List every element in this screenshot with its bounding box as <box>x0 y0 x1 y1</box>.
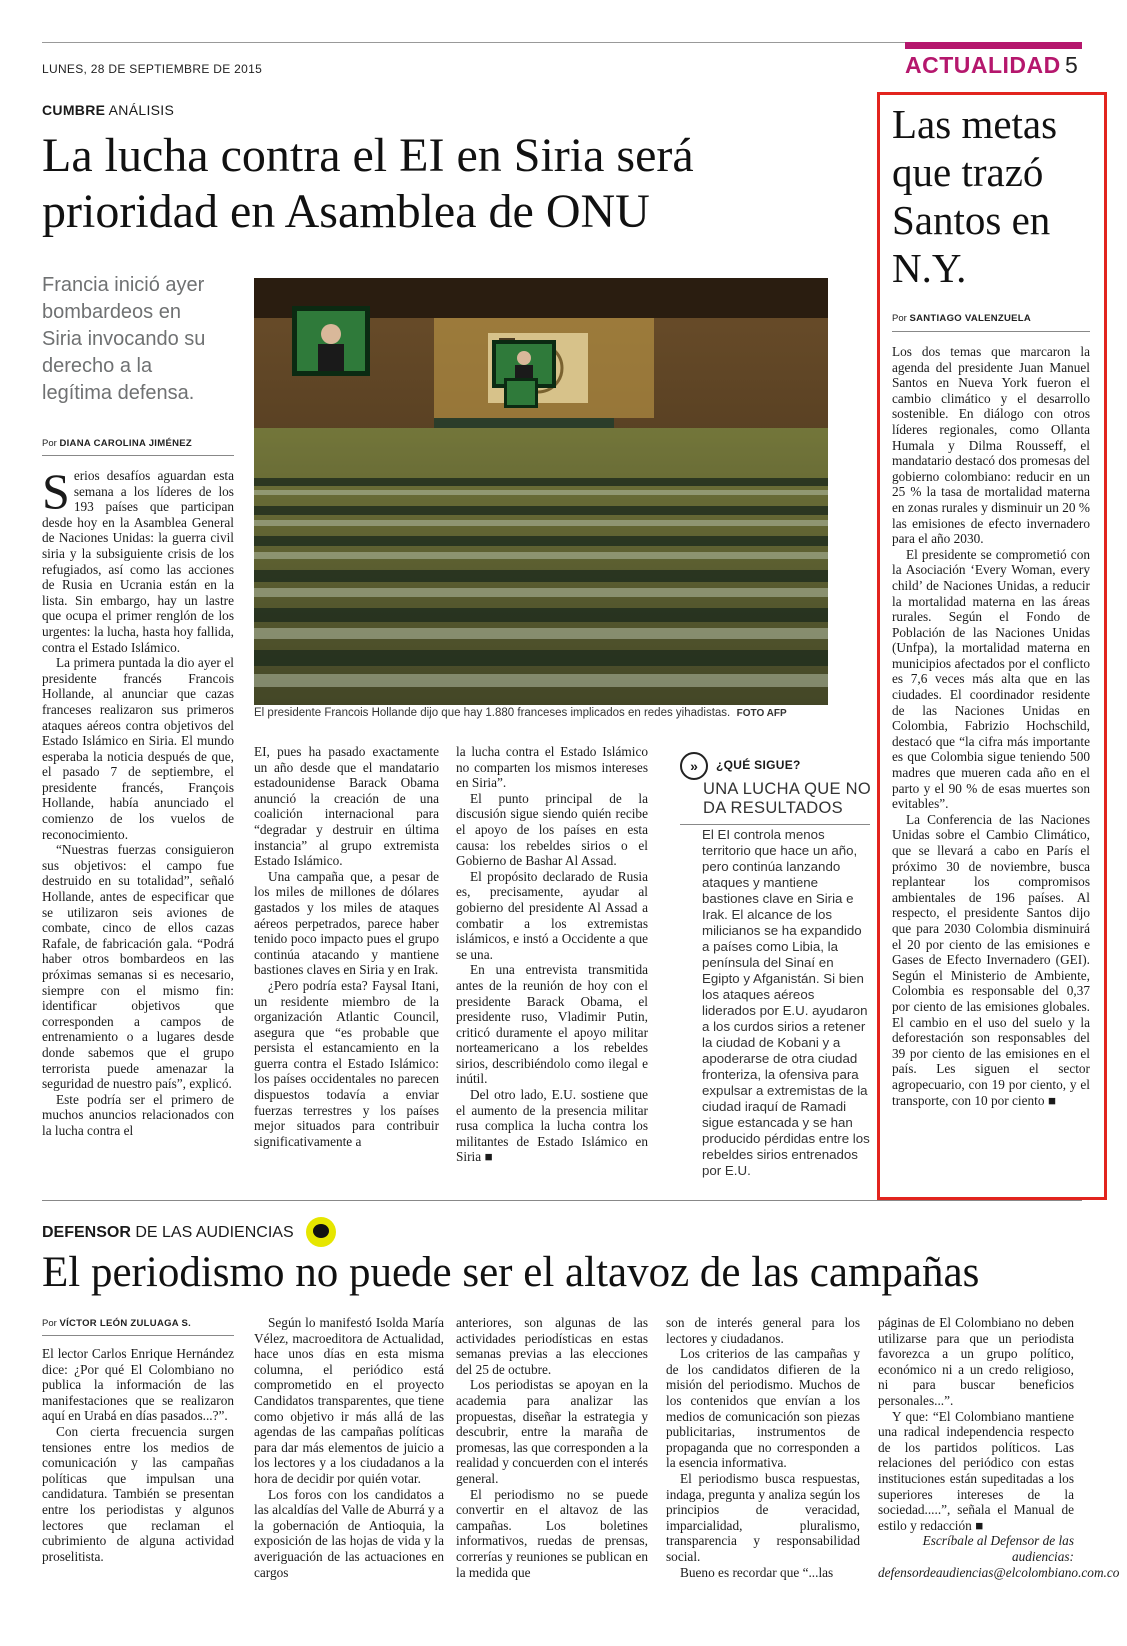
paragraph: Una campaña que, a pesar de los miles de millones de dólares gastados y los miles de ataques aéreos perpetrados, parece haber tenido poco impacto pues el grupo continúa atacando y mantiene bastiones claves en Siria y en Irak. <box>254 868 439 978</box>
main-headline: La lucha contra el EI en Siria será prioridad en Asamblea de ONU <box>42 129 694 238</box>
byline-author: DIANA CAROLINA JIMÉNEZ <box>59 438 193 449</box>
kicker-rest: DE LAS AUDIENCIAS <box>130 1224 294 1241</box>
defensor-column-4 <box>666 1315 860 1580</box>
sidebar-headline: Las metas que trazó Santos en N.Y. <box>892 101 1058 291</box>
photo-caption <box>254 707 828 719</box>
paragraph: En una entrevista transmitida antes de la reunión de hoy con el presidente Barack Obama, el presidente ruso, Vladimir Putin, criticó duramente el apoyo militar norteamericano a los rebeldes sirios, describiéndolo como ilegal e inútil. <box>456 962 648 1087</box>
defensor-column-1 <box>42 1346 234 1564</box>
kicker-bold: DEFENSOR <box>42 1224 131 1241</box>
byline-prefix: Por <box>892 313 910 324</box>
paragraph: erios desafíos aguardan esta semana a los líderes de los 193 países que participan desde hoy en la Asamblea General de Naciones Unidas: la guerra civil siria y la subsiguiente crisis de los refugiados, así como las acciones de Rusia en Ucrania están en la lista. Sin embargo, hay un lastre que ocupa el primer renglón de los urgentes: la lucha, hasta hoy fallida, contra el Estado Islámico. <box>42 468 234 655</box>
assembly-photo <box>254 278 828 705</box>
paragraph: “Nuestras fuerzas consiguieron sus objetivos: el campo fue destruido en su totalidad”, señaló Hollande, antes de especificar que se utilizaron seis aviones de combate, cinco de ellos cazas Rafale, de fabricación gala. “Podrá haber otros bombardeos en las próximas semanas si es necesario, siempre con el mismo fin: identificar objetivos que corresponden a campos de entrenamiento o a lugares desde donde sabemos que el grupo terrorista puede amenazar la seguridad de nuestro país”, explicó. <box>42 842 234 1092</box>
paragraph: La Conferencia de las Naciones Unidas sobre el Cambio Climático, que se llevará a cabo en París el próximo 30 de noviembre, busca replantear los compromisos ambientales de 196 países. Al respecto, el presidente Santos dijo que para 2030 Colombia disminuirá el 20 por ciento de las emisiones e Gases de Efecto Invernadero (GEI). Según el Ministerio de Ambiente, Colombia es responsable del 0,37 por ciento de las emisiones globales. El cambio en el uso del suelo y la deforestación son responsables del 39 por ciento de las emisiones en el país. Les siguen el sector agropecuario, con 19 por ciento, y el transporte, con 10 por ciento ■ <box>892 811 1090 1108</box>
paragraph: páginas de El Colombiano no deben utilizarse para que un periodista favorezca a un grupo político, económico ni a un credo religioso, ni para buscar beneficios personales...”. <box>878 1315 1074 1408</box>
paragraph: El periodismo busca respuestas, indaga, pregunta y analiza según los principios de veracidad, imparcialidad, pluralismo, transparencia y responsabilidad social. <box>666 1470 860 1564</box>
que-sigue-rule <box>680 824 870 825</box>
paragraph: El presidente se comprometió con la Asociación ‘Every Woman, every child’ de Naciones Unidas, a reducir la mortalidad materna en las áreas rurales. Según el Fondo de Población de las Naciones Unidas (Unfpa), la mortalidad materna en municipios afectados por el conflicto es 7,6 veces más alta que en las ciudades. El coordinador residente de las Naciones Unidas en Colombia, Fabrizio Hochschild, destacó que “la cifra más importante es que Colombia sigue teniendo 500 madres que mueren cada año en el parto y el 90 % de esas muertes son evitables”. <box>892 546 1090 812</box>
paragraph: Y que: “El Colombiano mantiene una radical independencia respecto de los partidos políticos. Las relaciones del periódico con estas instituciones están supeditadas a los superiores intereses de la sociedad.....”, señala el Manual de estilo y redacción ■ <box>878 1408 1074 1533</box>
sidebar-body <box>892 344 1090 1108</box>
paragraph: Los criterios de las campañas y de los candidatos difieren de la misión del periodismo. Muchos de los contenidos que envían a los medios de comunicación son piezas publicitarias, instrumentos de propaganda que no corresponden a la esencia informativa. <box>666 1346 860 1471</box>
que-sigue-label: ¿QUÉ SIGUE? <box>716 758 801 772</box>
main-column-2 <box>254 744 439 1149</box>
drop-cap: S <box>42 463 70 519</box>
speech-bubble-icon <box>306 1217 336 1247</box>
defensor-headline: El periodismo no puede ser el altavoz de las campañas <box>42 1249 980 1296</box>
defensor-column-2 <box>254 1315 444 1580</box>
contact-email-note: Escríbale al Defensor de las audiencias: defensordeaudiencias@elcolombiano.com.co <box>878 1533 1120 1580</box>
un-assembly-hall-image <box>254 278 828 705</box>
sidebar-byline-rule <box>892 331 1090 332</box>
paragraph: Con cierta frecuencia surgen tensiones entre los medios de comunicación y las campañas políticas que impulsan una candidatura. También se presentan entre los periodistas y algunos lectores que reclaman el cubrimiento de alguna actividad proselitista. <box>42 1423 234 1564</box>
kicker-bold: CUMBRE <box>42 102 106 118</box>
defensor-byline <box>42 1318 191 1329</box>
paragraph: Del otro lado, E.U. sostiene que el aumento de la presencia militar rusa complica la lucha contra los militantes de Estado Islámico en Siria ■ <box>456 1087 648 1165</box>
paragraph: El propósito declarado de Rusia es, precisamente, ayudar al gobierno del presidente Al Assad a combatir a los extremistas islámicos, e instó a Occidente a que se una. <box>456 868 648 962</box>
page-number: 5 <box>1065 52 1078 78</box>
paragraph: Según lo manifestó Isolda María Vélez, macroeditora de Actualidad, hace unos días en esta misma columna, el periódico está comprometido en el proyecto Candidatos transparentes, que tiene como objetivo ir más allá de las agendas de las campañas políticas para dar más elementos de juicio a los lectores y a los ciudadanos a la hora de decidir por quién votar. <box>254 1315 444 1486</box>
paragraph: El punto principal de la discusión sigue siendo quién recibe el apoyo de los países en esta causa: los rebeldes sirios o el Gobierno de Bashar Al Assad. <box>456 790 648 869</box>
byline-author: VÍCTOR LEÓN ZULUAGA S. <box>59 1318 192 1329</box>
main-column-1 <box>42 463 234 1139</box>
photo-credit: FOTO AFP <box>736 708 787 719</box>
paragraph: Bueno es recordar que “...las <box>680 1564 834 1580</box>
defensor-column-3 <box>456 1315 648 1580</box>
page-date: LUNES, 28 DE SEPTIEMBRE DE 2015 <box>42 62 263 76</box>
paragraph: Los periodistas se apoyan en la academia para analizar las propuestas, diseñar la estrategia y descubrir, entre la maraña de promesas, las que corresponden a la realidad y concuerden con el interés general. <box>456 1377 648 1486</box>
paragraph: ¿Pero podría esta? Faysal Itani, un residente miembro de la organización Atlantic Council, asegura que “es probable que persista el estancamiento en la guerra contra el Estado Islámico: los países occidentales no parecen dispuestos todavía a enviar fuerzas terrestres y los países mejor situados para contribuir significativamente a <box>254 977 439 1149</box>
paragraph: El periodismo no se puede convertir en el altavoz de las campañas. Los boletines informativos, ruedas de prensas, correrías y reuniones se publican en la medida que <box>456 1486 648 1580</box>
byline-rule <box>42 455 234 456</box>
section-color-bar <box>905 42 1082 49</box>
defensor-column-5 <box>878 1315 1120 1580</box>
main-column-3 <box>456 744 648 1165</box>
main-deck: Francia inició ayer bombardeos en Siria invocando su derecho a la legítima defensa. <box>42 274 206 404</box>
paragraph: Este podría ser el primero de muchos anuncios relacionados con la lucha contra el <box>42 1091 234 1138</box>
paragraph: El lector Carlos Enrique Hernández dice: ¿Por qué El Colombiano no publica la información de las manifestaciones que se realizaron aquí en Urabá en días pasados...?”. <box>42 1346 234 1424</box>
paragraph: EI, pues ha pasado exactamente un año desde que el mandatario estadounidense Barack Obama anunció la creación de una coalición internacional para “degradar y destruir en última instancia” al grupo extremista Estado Islámico. <box>254 744 439 869</box>
main-byline <box>42 438 192 449</box>
byline-prefix: Por <box>42 1318 60 1329</box>
forward-arrows-icon: » <box>680 752 708 780</box>
paragraph: son de interés general para los lectores y ciudadanos. <box>666 1315 860 1346</box>
que-sigue-text: El EI controla menos territorio que hace un año, pero continúa lanzando ataques y mantiene bastiones clave en Siria e Irak. El alcance de los milicianos se ha expandido a países como Libia, la península del Sinaí en Egipto y Afganistán. Si bien los ataques aéreos liderados por E.U. ayudaron a los curdos sirios a retener la ciudad de Kobani y a apoderarse de otra ciudad fronteriza, la ofensiva para expulsar a extremistas de la ciudad iraquí de Ramadi sigue estancada y se han producido pérdidas entre los rebeldes sirios entrenados por E.U. <box>702 827 870 1178</box>
que-sigue-title: UNA LUCHA QUE NO DA RESULTADOS <box>703 780 872 817</box>
paragraph: Los foros con los candidatos a las alcaldías del Valle de Aburrá y a la gobernación de Antioquia, la exposición de las hojas de vida y la averiguación de las actuaciones en cargos <box>254 1486 444 1580</box>
main-kicker <box>42 102 174 118</box>
defensor-kicker <box>42 1224 294 1242</box>
section-divider <box>42 1200 1082 1201</box>
defensor-byline-rule <box>42 1335 234 1336</box>
kicker-rest: ANÁLISIS <box>105 102 175 118</box>
byline-prefix: Por <box>42 438 60 449</box>
paragraph: Los dos temas que marcaron la agenda del presidente Juan Manuel Santos en Nueva York fueron el cambio climático y el desarrollo sostenible. En diálogo con otros líderes regionales, como Ollanta Humala y Dilma Rousseff, el mandatario destacó dos promesas del gobierno colombiano: reducir en un 25 % la tasa de mortalidad materna en zonas rurales y disminuir un 20 % las emisiones de efecto invernadero para el año 2030. <box>892 344 1090 547</box>
sidebar-byline <box>892 313 1031 324</box>
paragraph: anteriores, son algunas de las actividades periodísticas en estas semanas previas a las elecciones del 25 de octubre. <box>456 1315 648 1377</box>
paragraph: La primera puntada la dio ayer el presidente francés Francois Hollande, al anunciar que cazas franceses realizaron sus primeros ataques aéreos contra objetivos del Estado Islámico en Siria. El mundo esperaba la noticia después de que, el pasado 7 de septiembre, el presidente francés, François Hollande, había anunciado el comienzo de los vuelos de reconocimiento. <box>42 655 234 842</box>
paragraph: la lucha contra el Estado Islámico no comparten los mismos intereses en Siria”. <box>456 744 648 791</box>
caption-text: El presidente Francois Hollande dijo que hay 1.880 franceses implicados en redes yihadistas. <box>254 707 731 719</box>
byline-author: SANTIAGO VALENZUELA <box>909 313 1032 324</box>
section-name: ACTUALIDAD <box>905 52 1061 78</box>
